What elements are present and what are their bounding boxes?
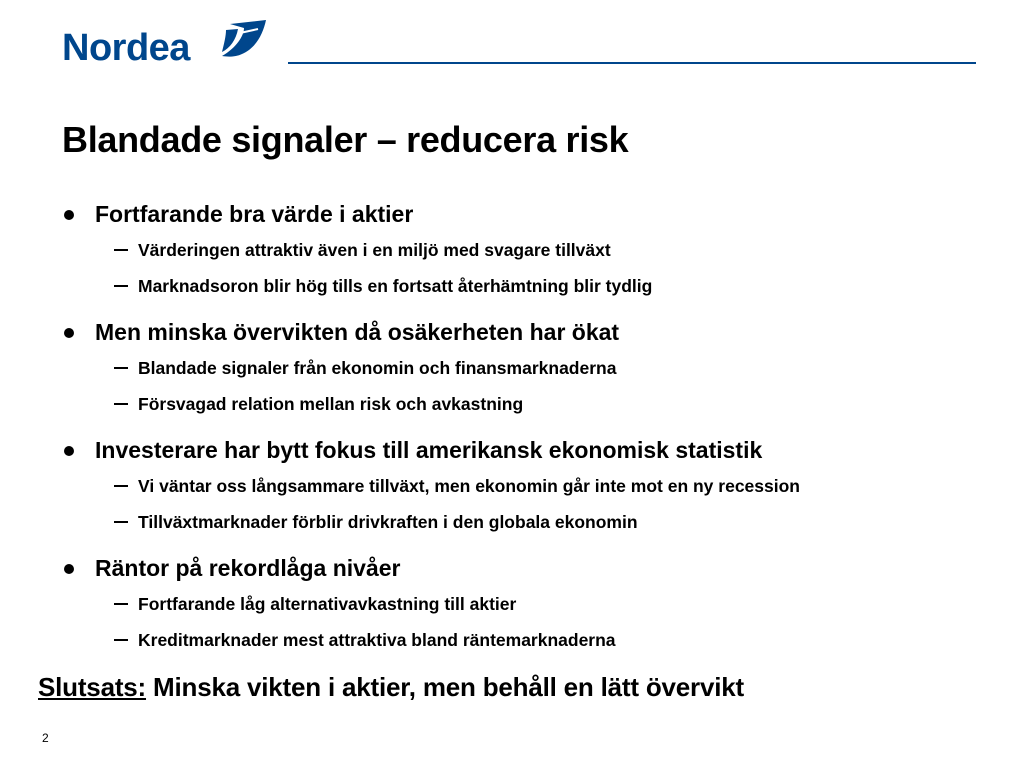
bullet-text: Investerare har bytt fokus till amerikansk ekonomisk statistik xyxy=(95,437,763,463)
bullet-text: Fortfarande bra värde i aktier xyxy=(95,201,414,227)
sub-bullet-list xyxy=(62,350,1002,422)
conclusion xyxy=(38,670,744,704)
dash-icon xyxy=(114,249,128,251)
bullet-dot-icon xyxy=(64,564,74,574)
sub-bullet-item xyxy=(62,586,1002,622)
dash-icon xyxy=(114,285,128,287)
dash-icon xyxy=(114,521,128,523)
sub-bullet-text: Tillväxtmarknader förblir drivkraften i den globala ekonomin xyxy=(138,512,638,532)
sub-bullet-item xyxy=(62,268,1002,304)
sub-bullet-text: Blandade signaler från ekonomin och finansmarknaderna xyxy=(138,358,617,378)
bullet-group xyxy=(62,196,1002,304)
bullet-item xyxy=(62,196,1002,232)
sub-bullet-item xyxy=(62,622,1002,658)
page-number: 2 xyxy=(42,731,49,745)
sub-bullet-item xyxy=(62,386,1002,422)
bullet-dot-icon xyxy=(64,446,74,456)
dash-icon xyxy=(114,485,128,487)
sub-bullet-text: Fortfarande låg alternativavkastning till aktier xyxy=(138,594,517,614)
bullet-text: Räntor på rekordlåga nivåer xyxy=(95,555,401,581)
sub-bullet-item xyxy=(62,504,1002,540)
bullet-group xyxy=(62,432,1002,540)
bullet-group xyxy=(62,314,1002,422)
bullet-item xyxy=(62,314,1002,350)
sub-bullet-item xyxy=(62,468,1002,504)
nordea-wordmark: Nordea xyxy=(62,27,190,69)
conclusion-text: Minska vikten i aktier, men behåll en lätt övervikt xyxy=(146,672,744,702)
sub-bullet-text: Försvagad relation mellan risk och avkastning xyxy=(138,394,524,414)
sub-bullet-text: Marknadsoron blir hög tills en fortsatt återhämtning blir tydlig xyxy=(138,276,653,296)
bullet-item xyxy=(62,550,1002,586)
sub-bullet-list xyxy=(62,586,1002,658)
dash-icon xyxy=(114,603,128,605)
sub-bullet-text: Kreditmarknader mest attraktiva bland räntemarknaderna xyxy=(138,630,616,650)
header-divider xyxy=(288,62,976,64)
sub-bullet-list xyxy=(62,468,1002,540)
dash-icon xyxy=(114,639,128,641)
sub-bullet-text: Vi väntar oss långsammare tillväxt, men ekonomin går inte mot en ny recession xyxy=(138,476,800,496)
bullet-group xyxy=(62,550,1002,658)
bullet-item xyxy=(62,432,1002,468)
sub-bullet-item xyxy=(62,350,1002,386)
sail-icon xyxy=(220,20,268,64)
slide-title: Blandade signaler – reducera risk xyxy=(62,119,629,160)
bullet-text: Men minska övervikten då osäkerheten har ökat xyxy=(95,319,620,345)
dash-icon xyxy=(114,403,128,405)
sub-bullet-item xyxy=(62,232,1002,268)
bullet-dot-icon xyxy=(64,210,74,220)
sub-bullet-text: Värderingen attraktiv även i en miljö med svagare tillväxt xyxy=(138,240,611,260)
bullet-dot-icon xyxy=(64,328,74,338)
bullet-list xyxy=(62,196,1002,668)
conclusion-label: Slutsats: xyxy=(38,672,147,702)
sub-bullet-list xyxy=(62,232,1002,304)
dash-icon xyxy=(114,367,128,369)
